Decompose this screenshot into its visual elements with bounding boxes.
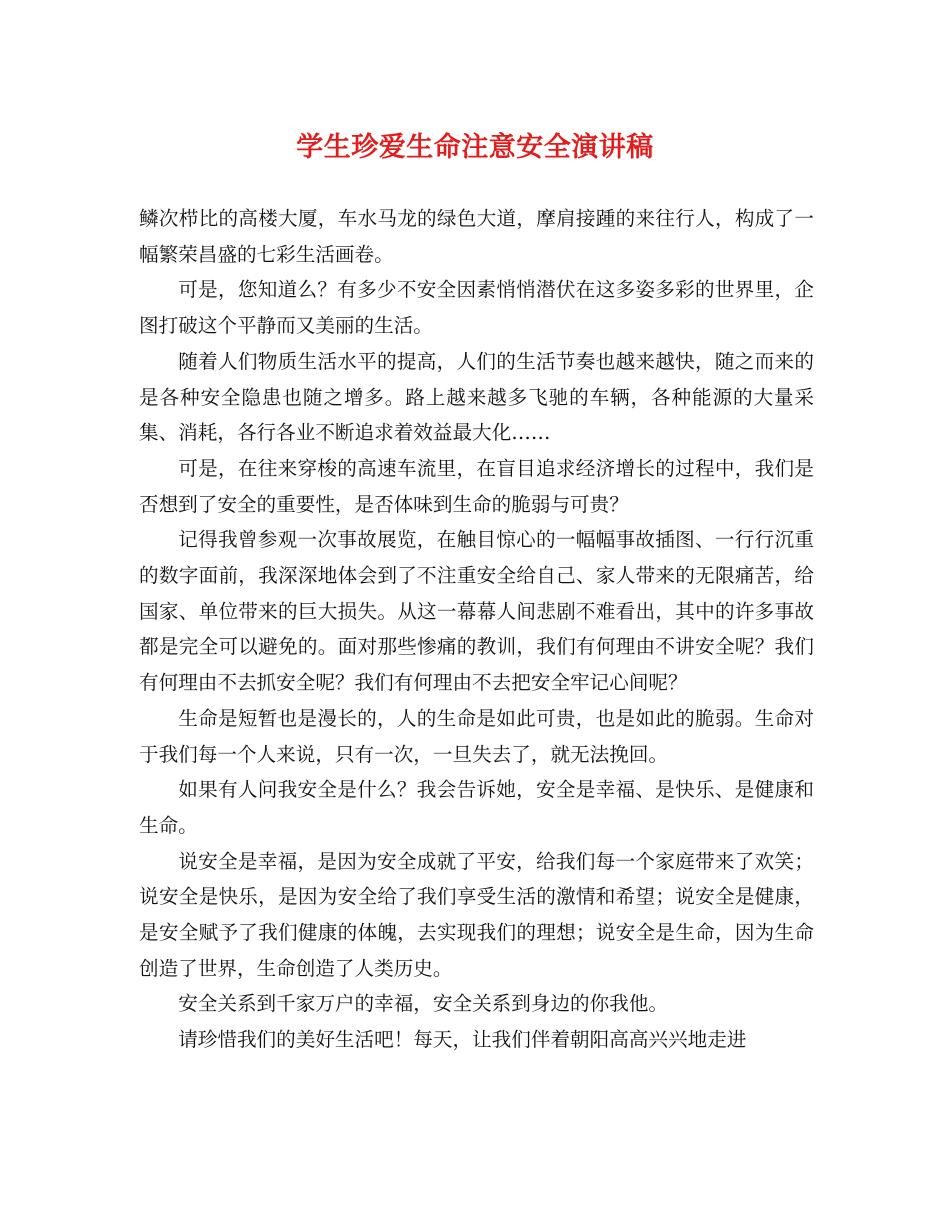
paragraph: 记得我曾参观一次事故展览，在触目惊心的一幅幅事故插图、一行行沉重的数字面前，我深深地体会到了不注重安全给自己、家人带来的无限痛苦，给国家、单位带来的巨大损失。从这一幕幕人间悲剧不难看出，其中的许多事故都是完全可以避免的。面对那些惨痛的教训，我们有何理由不讲安全呢？我们有何理由不去抓安全呢？我们有何理由不去把安全牢记心间呢？	[139, 528, 814, 695]
paragraph: 请珍惜我们的美好生活吧！每天，让我们伴着朝阳高高兴兴地走进	[178, 1028, 747, 1052]
paragraph: 随着人们物质生活水平的提高，人们的生活节奏也越来越快，随之而来的是各种安全隐患也随之增多。路上越来越多飞驰的车辆，各种能源的大量采集、消耗，各行各业不断追求着效益最大化……	[139, 349, 814, 445]
document-title: 学生珍爱生命注意安全演讲稿	[296, 132, 654, 163]
paragraph: 可是，在往来穿梭的高速车流里，在盲目追求经济增长的过程中，我们是否想到了安全的重要性，是否体味到生命的脆弱与可贵？	[139, 456, 814, 516]
paragraph: 如果有人问我安全是什么？我会告诉她，安全是幸福、是快乐、是健康和生命。	[139, 778, 814, 837]
document-body	[139, 201, 814, 1058]
paragraph: 生命是短暂也是漫长的，人的生命是如此可贵，也是如此的脆弱。生命对于我们每一个人来说，只有一次，一旦失去了，就无法挽回。	[139, 706, 814, 766]
paragraph: 可是，您知道么？有多少不安全因素悄悄潜伏在这多姿多彩的世界里，企图打破这个平静而又美丽的生活。	[139, 278, 814, 338]
paragraph: 安全关系到千家万户的幸福，安全关系到身边的你我他。	[178, 992, 669, 1016]
paragraph: 说安全是幸福，是因为安全成就了平安，给我们每一个家庭带来了欢笑；说安全是快乐，是因为安全给了我们享受生活的激情和希望；说安全是健康，是安全赋予了我们健康的体魄，去实现我们的理想；说安全是生命，因为生命创造了世界，生命创造了人类历史。	[139, 849, 814, 980]
paragraph: 鳞次栉比的高楼大厦，车水马龙的绿色大道，摩肩接踵的来往行人，构成了一幅繁荣昌盛的七彩生活画卷。	[139, 207, 814, 266]
